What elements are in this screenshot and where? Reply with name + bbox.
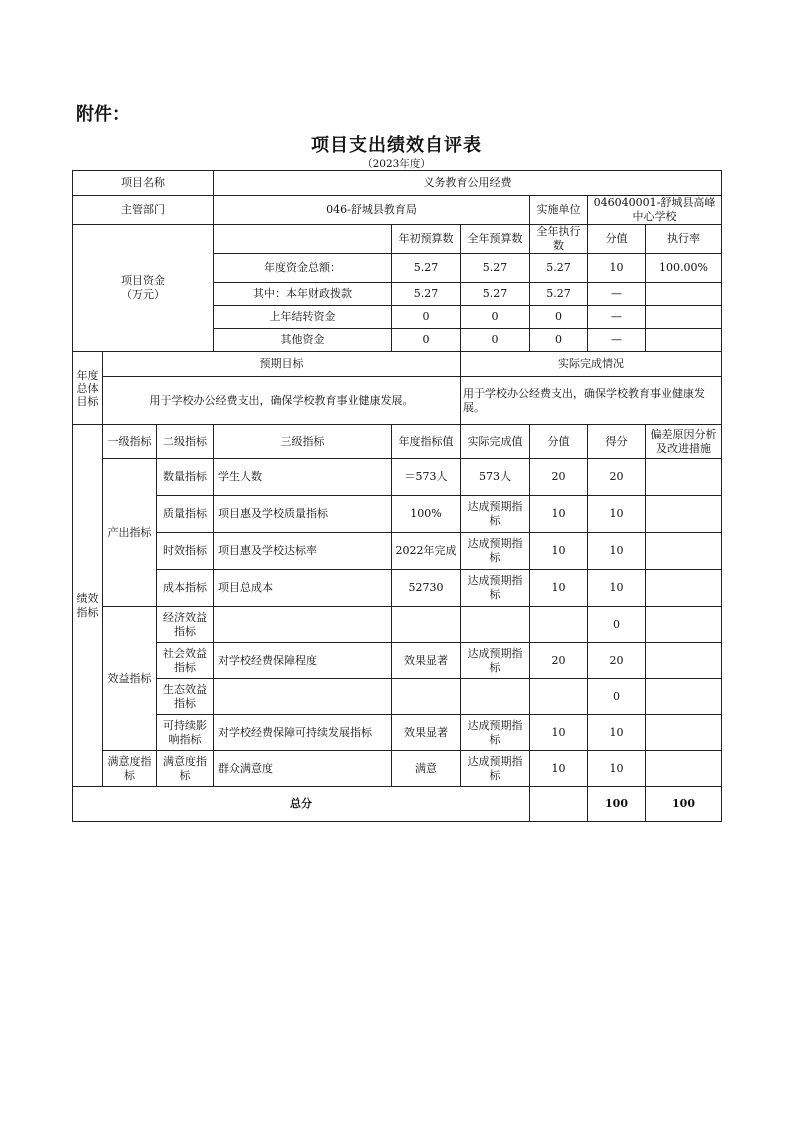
- perf-header: 二级指标: [157, 425, 214, 459]
- funds-cell: 0: [530, 306, 588, 329]
- perf-label: 绩效 指标: [73, 425, 103, 787]
- perf-row: [73, 715, 722, 751]
- funds-header-row: [73, 225, 722, 254]
- perf-header: 得分: [588, 425, 646, 459]
- perf-target: ＝573人: [392, 459, 461, 496]
- perf-deviation: [646, 751, 722, 787]
- project-name-row: [73, 171, 722, 196]
- perf-got: 10: [588, 715, 646, 751]
- perf-got: 0: [588, 607, 646, 643]
- perf-got: 0: [588, 679, 646, 715]
- unit-label: 实施单位: [530, 196, 588, 225]
- funds-cell: 5.27: [530, 254, 588, 283]
- perf-row: [73, 496, 722, 533]
- perf-actual: 达成预期指标: [461, 643, 530, 679]
- total-actual: [530, 787, 588, 822]
- funds-row-label: 年度资金总额：: [214, 254, 392, 283]
- perf-actual: [461, 607, 530, 643]
- page-title: 项目支出绩效自评表: [311, 135, 482, 156]
- actual-goal-text: 用于学校办公经费支出，确保学校教育事业健康发展。: [461, 377, 722, 425]
- perf-deviation: [646, 496, 722, 533]
- perf-deviation: [646, 715, 722, 751]
- funds-cell: 0: [530, 329, 588, 352]
- total-label: 总分: [73, 787, 530, 822]
- funds-cell: [646, 306, 722, 329]
- perf-level2: 满意度指标: [157, 751, 214, 787]
- perf-deviation: [646, 679, 722, 715]
- funds-cell: 5.27: [461, 283, 530, 306]
- unit-value: 046040001-舒城县高峰中心学校: [588, 196, 722, 225]
- perf-header: 实际完成值: [461, 425, 530, 459]
- perf-target: [392, 607, 461, 643]
- total-got: 100: [646, 787, 722, 822]
- perf-target: [392, 679, 461, 715]
- perf-level3: 学生人数: [214, 459, 392, 496]
- perf-score: 10: [530, 570, 588, 607]
- year-label: （2023年度）: [362, 158, 431, 170]
- perf-row: [73, 643, 722, 679]
- perf-row: [73, 607, 722, 643]
- funds-cell: 0: [392, 329, 461, 352]
- perf-level2: 可持续影响指标: [157, 715, 214, 751]
- goals-row: [73, 377, 722, 425]
- perf-actual: 达成预期指标: [461, 496, 530, 533]
- funds-cell: [646, 283, 722, 306]
- perf-score: 10: [530, 496, 588, 533]
- perf-level1: 满意度指标: [103, 751, 157, 787]
- actual-goal-header: 实际完成情况: [461, 352, 722, 377]
- perf-got: 10: [588, 570, 646, 607]
- perf-header: 年度指标值: [392, 425, 461, 459]
- perf-row: [73, 533, 722, 570]
- perf-deviation: [646, 533, 722, 570]
- perf-deviation: [646, 643, 722, 679]
- perf-score: 10: [530, 715, 588, 751]
- funds-header: 分值: [588, 225, 646, 254]
- table-body: [73, 171, 722, 822]
- perf-target: 2022年完成: [392, 533, 461, 570]
- funds-header: 全年执行数: [530, 225, 588, 254]
- perf-level2: 数量指标: [157, 459, 214, 496]
- perf-row: [73, 751, 722, 787]
- perf-level3: 群众满意度: [214, 751, 392, 787]
- perf-actual: [461, 679, 530, 715]
- funds-header: 执行率: [646, 225, 722, 254]
- funds-row-label: 其中：本年财政拨款: [214, 283, 392, 306]
- perf-level2: 经济效益指标: [157, 607, 214, 643]
- perf-row: [73, 679, 722, 715]
- perf-got: 10: [588, 496, 646, 533]
- perf-level2: 时效指标: [157, 533, 214, 570]
- perf-deviation: [646, 607, 722, 643]
- perf-level1: 效益指标: [103, 607, 157, 751]
- perf-target: 满意: [392, 751, 461, 787]
- project-name-label: 项目名称: [73, 171, 214, 196]
- dept-value: 046-舒城县教育局: [214, 196, 530, 225]
- perf-deviation: [646, 570, 722, 607]
- perf-target: 效果显著: [392, 715, 461, 751]
- goals-label: 年度 总体 目标: [73, 352, 103, 425]
- total-score: 100: [588, 787, 646, 822]
- funds-cell: 0: [461, 306, 530, 329]
- funds-cell: —: [588, 329, 646, 352]
- funds-cell: 5.27: [392, 254, 461, 283]
- project-name-value: 义务教育公用经费: [214, 171, 722, 196]
- perf-actual: 573人: [461, 459, 530, 496]
- perf-actual: 达成预期指标: [461, 533, 530, 570]
- total-row: [73, 787, 722, 822]
- perf-score: 20: [530, 643, 588, 679]
- dept-row: [73, 196, 722, 225]
- funds-cell: 100.00%: [646, 254, 722, 283]
- funds-cell: —: [588, 306, 646, 329]
- perf-target: 效果显著: [392, 643, 461, 679]
- attachment-label: 附件：: [76, 104, 130, 125]
- perf-actual: 达成预期指标: [461, 715, 530, 751]
- perf-level2: 社会效益指标: [157, 643, 214, 679]
- funds-header: 全年预算数: [461, 225, 530, 254]
- perf-got: 20: [588, 459, 646, 496]
- perf-level3: [214, 679, 392, 715]
- perf-level3: 项目惠及学校达标率: [214, 533, 392, 570]
- funds-cell: 5.27: [392, 283, 461, 306]
- evaluation-table: [72, 170, 722, 822]
- perf-score: [530, 607, 588, 643]
- perf-level2: 成本指标: [157, 570, 214, 607]
- perf-header-row: [73, 425, 722, 459]
- perf-header: 三级指标: [214, 425, 392, 459]
- expected-goal-header: 预期目标: [103, 352, 461, 377]
- perf-score: 10: [530, 533, 588, 570]
- funds-cell: 10: [588, 254, 646, 283]
- perf-row: [73, 459, 722, 496]
- dept-label: 主管部门: [73, 196, 214, 225]
- perf-got: 20: [588, 643, 646, 679]
- perf-level3: 对学校经费保障程度: [214, 643, 392, 679]
- perf-row: [73, 570, 722, 607]
- perf-target: 100%: [392, 496, 461, 533]
- funds-header-blank: [214, 225, 392, 254]
- goals-header-row: [73, 352, 722, 377]
- perf-target: 52730: [392, 570, 461, 607]
- perf-level2: 生态效益指标: [157, 679, 214, 715]
- perf-header: 一级指标: [103, 425, 157, 459]
- perf-level2: 质量指标: [157, 496, 214, 533]
- funds-cell: —: [588, 283, 646, 306]
- funds-row-label: 上年结转资金: [214, 306, 392, 329]
- perf-level3: 项目总成本: [214, 570, 392, 607]
- perf-actual: 达成预期指标: [461, 751, 530, 787]
- expected-goal-text: 用于学校办公经费支出，确保学校教育事业健康发展。: [103, 377, 461, 425]
- funds-cell: 0: [461, 329, 530, 352]
- funds-label: 项目资金 （万元）: [73, 225, 214, 352]
- perf-header: 偏差原因分析及改进措施: [646, 425, 722, 459]
- perf-level3: [214, 607, 392, 643]
- perf-level3: 对学校经费保障可持续发展指标: [214, 715, 392, 751]
- perf-deviation: [646, 459, 722, 496]
- funds-header: 年初预算数: [392, 225, 461, 254]
- perf-header: 分值: [530, 425, 588, 459]
- perf-score: [530, 679, 588, 715]
- perf-score: 10: [530, 751, 588, 787]
- perf-got: 10: [588, 533, 646, 570]
- perf-got: 10: [588, 751, 646, 787]
- funds-cell: 5.27: [461, 254, 530, 283]
- perf-level1: 产出指标: [103, 459, 157, 607]
- funds-cell: 5.27: [530, 283, 588, 306]
- funds-row-label: 其他资金: [214, 329, 392, 352]
- perf-score: 20: [530, 459, 588, 496]
- funds-cell: 0: [392, 306, 461, 329]
- funds-cell: [646, 329, 722, 352]
- perf-actual: 达成预期指标: [461, 570, 530, 607]
- perf-level3: 项目惠及学校质量指标: [214, 496, 392, 533]
